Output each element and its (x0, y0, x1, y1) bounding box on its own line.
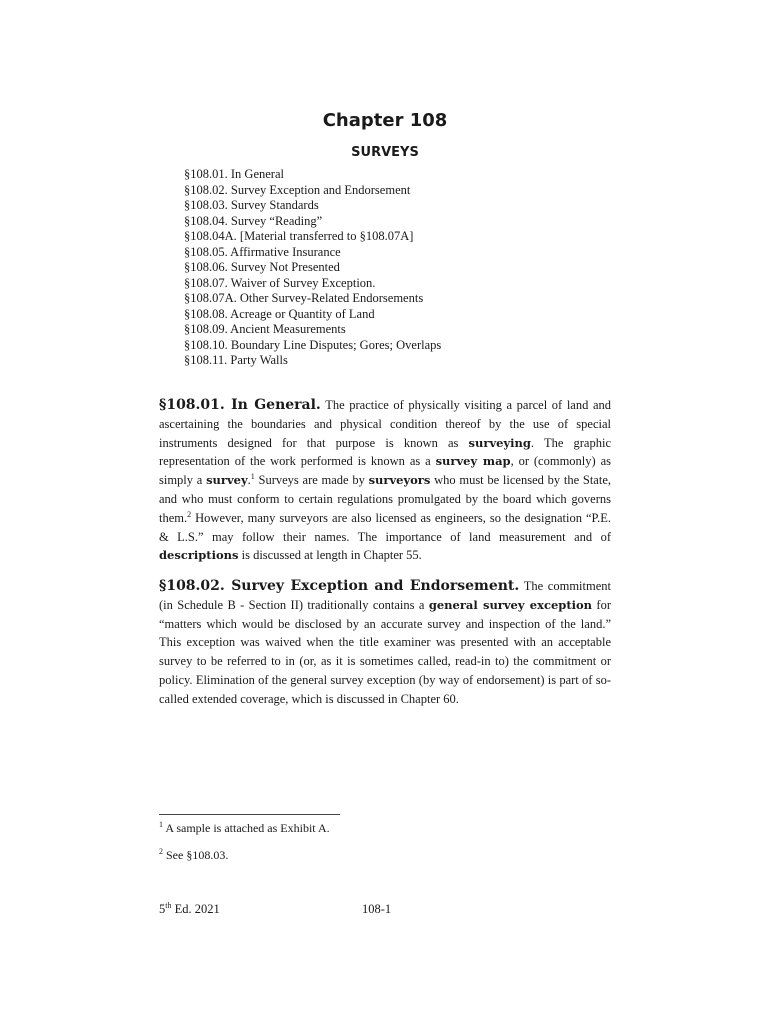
toc-item: §108.04A. [Material transferred to §108.07A] (184, 229, 414, 243)
footnote (159, 821, 330, 836)
footnote (159, 848, 228, 863)
section-heading: §108.01. In General. (159, 397, 321, 413)
toc-item: §108.08. Acreage or Quantity of Land (184, 306, 375, 321)
page-number: 108-1 (362, 902, 392, 916)
body-text: for “matters which would be disclosed by an accurate survey and inspection of the land.” This exception was waived when the title examiner was presented with an acceptable survey to be referred to in (or, as it is sometimes called, read-in to) the commitment or policy. Elimination of the general survey exception (by way of endorsement) is part of so-called extended coverage, which is discussed in Chapter 60. (159, 597, 611, 706)
chapter-subtitle: SURVEYS (351, 145, 419, 160)
toc-item: §108.04. Survey “Reading” (184, 213, 323, 228)
section-108-02-paragraph (159, 577, 611, 709)
body-text: However, many surveyors are also licensed as engineers, so the designation “P.E. & L.S.” may follow their names. The importance of land measurement and of (159, 510, 611, 544)
bold-term: surveyors (368, 473, 431, 488)
table-of-contents (184, 167, 441, 369)
edition-text: Ed. 2021 (171, 902, 220, 916)
bold-term: descriptions (159, 548, 239, 563)
toc-item: §108.02. Survey Exception and Endorsement (184, 182, 411, 197)
footnote-reference[interactable]: 2 (187, 509, 192, 519)
body-text: The practice of physically visiting a parcel of land and ascertaining the boundaries and physical condition thereof by the use of special instruments designed for that purpose is known as (159, 398, 611, 450)
body-text: The commitment (in Schedule B - Section II) traditionally contains a (159, 579, 611, 612)
body-text: Surveys are made by (254, 473, 369, 488)
toc-item: §108.07A. Other Survey-Related Endorsements (184, 291, 424, 305)
edition-suffix: th (165, 900, 172, 910)
body-text: is discussed at length in Chapter 55. (238, 548, 422, 563)
toc-item: §108.03. Survey Standards (184, 198, 319, 212)
edition-label (159, 902, 220, 917)
toc-item: §108.05. Affirmative Insurance (184, 244, 341, 259)
toc-item: §108.09. Ancient Measurements (184, 322, 346, 336)
toc-item: §108.10. Boundary Line Disputes; Gores; Overlaps (184, 337, 442, 352)
body-text: who must be licensed by the State, and who must conform to certain regulations promulgated by the board which governs them. (159, 473, 611, 525)
body-text: . The graphic representation of the work performed is known as a (159, 435, 611, 469)
body-text: , or (commonly) as simply a (159, 454, 611, 488)
footnote-text: A sample is attached as Exhibit A. (163, 821, 330, 835)
section-heading: §108.02. Survey Exception and Endorsement. (159, 578, 520, 594)
section-108-01-paragraph (159, 396, 611, 565)
footnote-mark: 1 (159, 820, 163, 829)
footnote-text: See §108.03. (163, 848, 229, 862)
edition-number: 5 (159, 902, 166, 916)
toc-item: §108.11. Party Walls (184, 353, 288, 367)
bold-term: survey (206, 473, 248, 488)
bold-term: general survey exception (428, 597, 593, 612)
body-text: . (247, 473, 251, 488)
footnote-mark: 2 (159, 847, 163, 856)
toc-item: §108.01. In General (184, 167, 284, 181)
bold-term: surveying (468, 435, 531, 450)
chapter-title: Chapter 108 (322, 110, 448, 131)
bold-term: survey map (435, 454, 511, 469)
footnote-divider (159, 814, 340, 815)
toc-item: §108.07. Waiver of Survey Exception. (184, 275, 376, 290)
toc-item: §108.06. Survey Not Presented (184, 260, 340, 274)
footnote-reference[interactable]: 1 (250, 472, 255, 482)
